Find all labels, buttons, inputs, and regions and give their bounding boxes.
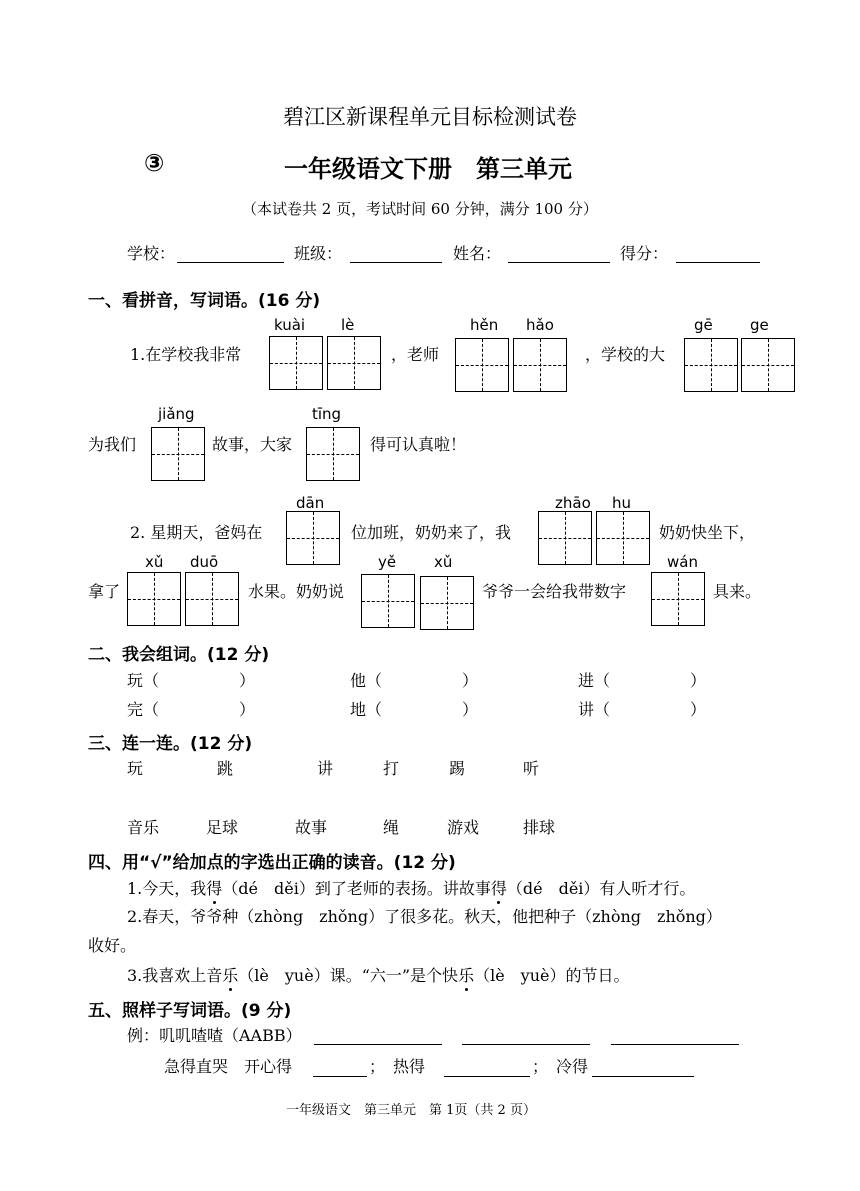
writing-grid[interactable] (651, 572, 705, 626)
pronunciation-line-2b: 收好。 (88, 936, 137, 955)
word-item[interactable]: 玩（ ） (127, 671, 256, 690)
section-5-heading: 五、照样子写词语。(9 分) (88, 1001, 292, 1021)
writing-grid[interactable] (538, 511, 592, 565)
match-noun[interactable]: 排球 (523, 818, 556, 837)
s1-text-1d: 为我们 (88, 435, 137, 454)
section-1-heading: 一、看拼音，写词语。(16 分) (88, 291, 321, 311)
writing-grid[interactable] (684, 338, 738, 392)
s5-row2-c: ； 冷得 (532, 1057, 589, 1076)
match-noun[interactable]: 故事 (295, 818, 328, 837)
exam-subtitle: 一年级语文下册 第三单元 (284, 155, 572, 183)
school-field[interactable] (177, 242, 284, 263)
match-verb[interactable]: 踢 (449, 759, 466, 778)
s1-text-1a: 1.在学校我非常 (130, 345, 242, 364)
score-label: 得分： (620, 244, 669, 263)
match-noun[interactable]: 绳 (383, 818, 400, 837)
pinyin-ge2: ge (750, 316, 769, 334)
pinyin-jiang: jiǎng (158, 405, 195, 423)
score-field[interactable] (676, 242, 760, 263)
section-3-heading: 三、连一连。(12 分) (88, 734, 253, 754)
match-noun[interactable]: 音乐 (127, 818, 160, 837)
writing-grid[interactable] (455, 338, 509, 392)
answer-line[interactable] (592, 1056, 694, 1077)
writing-grid[interactable] (420, 576, 474, 630)
pinyin-ting: tīng (312, 405, 342, 423)
pinyin-duo: duō (190, 553, 219, 571)
pinyin-xu2: xǔ (434, 553, 453, 571)
writing-grid[interactable] (127, 572, 181, 626)
s1-text-1b: ，老师 (391, 345, 440, 364)
match-verb[interactable]: 讲 (317, 759, 334, 778)
example-text: 例：叽叽喳喳（AABB） (127, 1026, 302, 1045)
section-2-heading: 二、我会组词。(12 分) (88, 645, 270, 665)
writing-grid[interactable] (185, 572, 239, 626)
pinyin-ge1: gē (694, 316, 713, 334)
s1-text-2a: 2. 星期天，爸妈在 (130, 523, 263, 542)
pinyin-le: lè (341, 316, 355, 334)
pronunciation-line-1: 1.今天，我得（dé děi）到了老师的表扬。讲故事得（dé děi）有人听才行。 (127, 879, 696, 898)
answer-line[interactable] (444, 1056, 530, 1077)
writing-grid[interactable] (269, 336, 323, 390)
class-label: 班级： (294, 244, 343, 263)
word-item[interactable]: 讲（ ） (578, 700, 707, 719)
writing-grid[interactable] (151, 427, 205, 481)
word-item[interactable]: 地（ ） (350, 700, 479, 719)
writing-grid[interactable] (741, 338, 795, 392)
pinyin-kuai: kuài (274, 316, 306, 334)
match-noun[interactable]: 游戏 (447, 818, 480, 837)
pinyin-xu1: xǔ (145, 553, 164, 571)
pinyin-zhao: zhāo (555, 494, 591, 512)
pinyin-hu: hu (612, 494, 632, 512)
s1-text-2g: 具来。 (713, 582, 762, 601)
school-label: 学校： (127, 244, 176, 263)
match-verb[interactable]: 跳 (217, 759, 234, 778)
answer-line[interactable] (462, 1024, 590, 1045)
match-verb[interactable]: 打 (383, 759, 400, 778)
pinyin-dan: dān (296, 494, 325, 512)
s1-text-2b: 位加班，奶奶来了，我 (351, 523, 512, 542)
name-field[interactable] (508, 242, 610, 263)
match-noun[interactable]: 足球 (206, 818, 239, 837)
answer-line[interactable] (611, 1024, 739, 1045)
exam-title: 碧江区新课程单元目标检测试卷 (283, 105, 577, 129)
s1-text-2e: 水果。奶奶说 (248, 582, 345, 601)
section-4-heading: 四、用“√”给加点的字选出正确的读音。(12 分) (88, 853, 456, 873)
name-label: 姓名： (453, 244, 502, 263)
writing-grid[interactable] (306, 427, 360, 481)
answer-line[interactable] (314, 1024, 442, 1045)
word-item[interactable]: 他（ ） (350, 671, 479, 690)
s1-text-2c: 奶奶快坐下， (659, 523, 756, 542)
s1-text-2d: 拿了 (88, 582, 121, 601)
exam-note: （本试卷共 2 页，考试时间 60 分钟，满分 100 分） (242, 200, 598, 218)
pronunciation-line-2: 2.春天，爷爷种（zhòng zhǒng）了很多花。秋天，他把种子（zhòng zhǒng） (127, 907, 722, 926)
word-item[interactable]: 进（ ） (578, 671, 707, 690)
match-verb[interactable]: 玩 (127, 759, 144, 778)
pronunciation-line-3: 3.我喜欢上音乐（lè yuè）课。“六一”是个快乐（lè yuè）的节日。 (127, 966, 630, 985)
writing-grid[interactable] (513, 338, 567, 392)
page-footer: 一年级语文 第三单元 第 1页（共 2 页） (286, 1103, 536, 1118)
s5-row2-a: 急得直哭 开心得 (164, 1057, 293, 1076)
pinyin-ye: yě (378, 553, 397, 571)
writing-grid[interactable] (327, 336, 381, 390)
writing-grid[interactable] (286, 511, 340, 565)
match-verb[interactable]: 听 (523, 759, 540, 778)
word-item[interactable]: 完（ ） (127, 700, 256, 719)
pinyin-hao: hǎo (526, 316, 554, 334)
writing-grid[interactable] (596, 511, 650, 565)
s1-text-1e: 故事，大家 (212, 435, 293, 454)
s1-text-2f: 爷爷一会给我带数字 (482, 582, 627, 601)
writing-grid[interactable] (361, 574, 415, 628)
pinyin-wan: wán (667, 553, 698, 571)
class-field[interactable] (350, 242, 442, 263)
answer-line[interactable] (313, 1056, 367, 1077)
pinyin-hen: hěn (470, 316, 499, 334)
exam-number: ③ (144, 149, 165, 177)
s1-text-1c: ，学校的大 (585, 345, 666, 364)
s5-row2-b: ； 热得 (369, 1057, 426, 1076)
s1-text-1f: 得可认真啦！ (370, 435, 467, 454)
